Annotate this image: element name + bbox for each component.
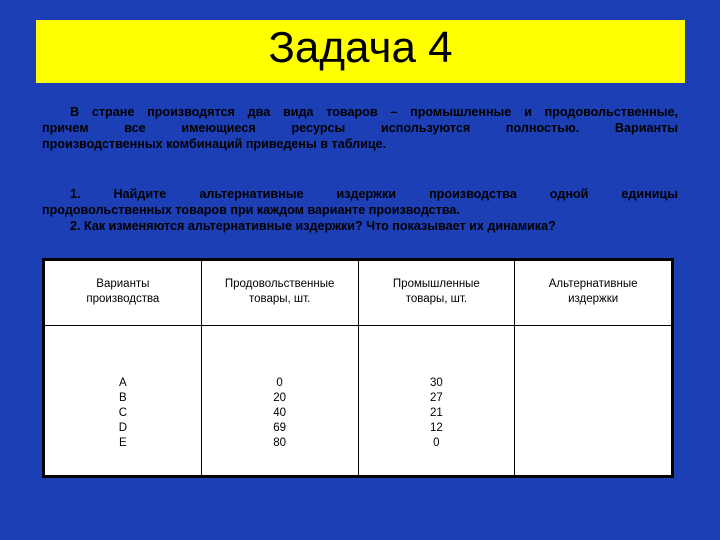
title-bar xyxy=(36,20,685,83)
problem-text xyxy=(42,104,678,152)
header-alt-costs xyxy=(515,261,672,326)
task-list xyxy=(42,186,678,234)
industrial-value: 12 xyxy=(429,422,443,434)
task-line: 1. Найдите альтернативные издержки производства одной единицы xyxy=(70,187,678,201)
industrial-value: 30 xyxy=(429,377,443,389)
alt-costs-cell xyxy=(515,326,672,476)
food-value: 40 xyxy=(273,407,287,419)
food-cell xyxy=(201,326,358,476)
industrial-value: 27 xyxy=(429,392,443,404)
table-header-row xyxy=(45,261,672,326)
food-value: 20 xyxy=(273,392,287,404)
problem-text-line: производственных комбинаций приведены в таблице. xyxy=(42,137,387,151)
variant-value: D xyxy=(118,422,128,434)
header-text: Продовольственные xyxy=(224,278,335,290)
industrial-value: 21 xyxy=(429,407,443,419)
header-text: Промышленные xyxy=(392,278,480,290)
slide-title: Задача 4 xyxy=(268,22,453,72)
variants-cell xyxy=(45,326,202,476)
header-food xyxy=(201,261,358,326)
header-variants xyxy=(45,261,202,326)
food-value: 69 xyxy=(273,422,287,434)
table-data-row xyxy=(45,326,672,476)
variant-value: B xyxy=(119,392,127,404)
task-line: продовольственных товаров при каждом варианте производства. xyxy=(42,203,460,217)
variant-value: E xyxy=(119,437,127,449)
header-text: издержки xyxy=(568,293,619,305)
production-table xyxy=(42,258,674,478)
header-text: Варианты xyxy=(96,278,150,290)
problem-text-line: причем все имеющиеся ресурсы используются полностью. Варианты xyxy=(42,121,678,135)
header-text: товары, шт. xyxy=(405,293,468,305)
task-line: 2. Как изменяются альтернативные издержки? Что показывает их динамика? xyxy=(70,219,556,233)
variant-value: A xyxy=(119,377,127,389)
header-industrial xyxy=(358,261,515,326)
food-value: 80 xyxy=(273,437,287,449)
industrial-cell xyxy=(358,326,515,476)
food-value: 0 xyxy=(276,377,283,389)
header-text: товары, шт. xyxy=(248,293,311,305)
header-text: Альтернативные xyxy=(548,278,638,290)
problem-text-line: В стране производятся два вида товаров – промышленные и продовольственные, xyxy=(70,105,678,119)
header-text: производства xyxy=(86,293,160,305)
industrial-value: 0 xyxy=(433,437,440,449)
variant-value: C xyxy=(118,407,128,419)
